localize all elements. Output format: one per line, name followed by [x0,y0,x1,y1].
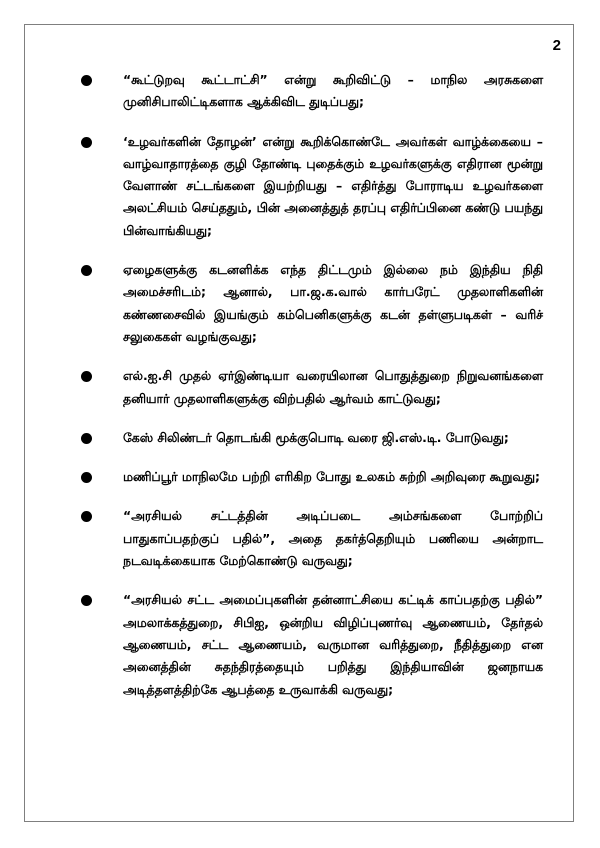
bullet-icon [81,371,92,382]
list-item [25,427,573,449]
list-item [25,69,573,114]
bullet-icon [81,75,92,86]
list-item [25,131,573,242]
bullet-list [25,69,573,718]
list-item-text: ஏழைகளுக்கு கடனளிக்க எந்த திட்டமும் இல்லை நம் இந்திய நிதி அமைச்சரிடம்; ஆனால், பா.ஜ.க.வால் கார்பரேட் முதலாளிகளின் கண்ணசைவில் இயங்கும் கம்பெனிகளுக்கு கடன் தள்ளுபடிகள் – வரிச் சலுகைகள் வழங்குவது; [123,262,543,344]
list-item [25,365,573,410]
list-item-text: மணிப்பூர் மாநிலமே பற்றி எரிகிற போது உலகம் சுற்றி அறிவுரை கூறுவது; [123,469,540,485]
list-item-text: எல்.ஐ.சி முதல் ஏர்இண்டியா வரையிலான பொதுத்துறை நிறுவனங்களை தனியார் முதலாளிகளுக்கு விற்பதில் ஆர்வம் காட்டுவது; [123,368,543,406]
page-number: 2 [552,37,561,54]
bullet-icon [81,265,92,276]
list-item-text: ‘உழவர்களின் தோழன்’ என்று கூறிக்கொண்டே அவர்கள் வாழ்க்கையை – வாழ்வாதாரத்தை குழி தோண்டி புதைக்கும் உழவர்களுக்கு எதிரான மூன்று வேளாண் சட்டங்களை இயற்றியது – எதிர்த்து போராடிய உழவர்களை அலட்சியம் செய்ததும், பின் அனைத்துத் தரப்பு எதிர்ப்பினை கண்டு பயந்து பின்வாங்கியது; [123,133,543,238]
list-item [25,505,573,572]
bullet-icon [81,472,92,483]
list-item-text: “கூட்டுறவு கூட்டாட்சி” என்று கூறிவிட்டு – மாநில அரசுகளை முனிசிபாலிட்டிகளாக ஆக்கிவிட துடிப்பது; [123,72,543,110]
list-item [25,466,573,488]
bullet-icon [81,511,92,522]
bullet-icon [81,137,92,148]
list-item-text: கேஸ் சிலிண்டர் தொடங்கி மூக்குபொடி வரை ஜி.எஸ்.டி. போடுவது; [123,429,509,445]
list-item [25,259,573,348]
list-item-text: “அரசியல் சட்டத்தின் அடிப்படை அம்சங்களை போற்றிப் பாதுகாப்பதற்குப் பதில்”, அதை தகர்த்தெறியும் பணியை அன்றாட நடவடிக்கையாக மேற்கொண்டு வருவது; [123,508,543,569]
list-item [25,589,573,700]
bullet-icon [81,595,92,606]
bullet-icon [81,433,92,444]
document-page [24,24,574,822]
list-item-text: “அரசியல் சட்ட அமைப்புகளின் தன்னாட்சியை கட்டிக் காப்பதற்கு பதில்” அமலாக்கத்துறை, சிபிஐ, ஒன்றிய விழிப்புணர்வு ஆணையம், தேர்தல் ஆணையம், சட்ட ஆணையம், வருமான வரித்துறை, நீதித்துறை என அனைத்தின் சுதந்திரத்தையும் பறித்து இந்தியாவின் ஜனநாயக அடித்தளத்திற்கே ஆபத்தை உருவாக்கி வருவது; [123,592,543,697]
